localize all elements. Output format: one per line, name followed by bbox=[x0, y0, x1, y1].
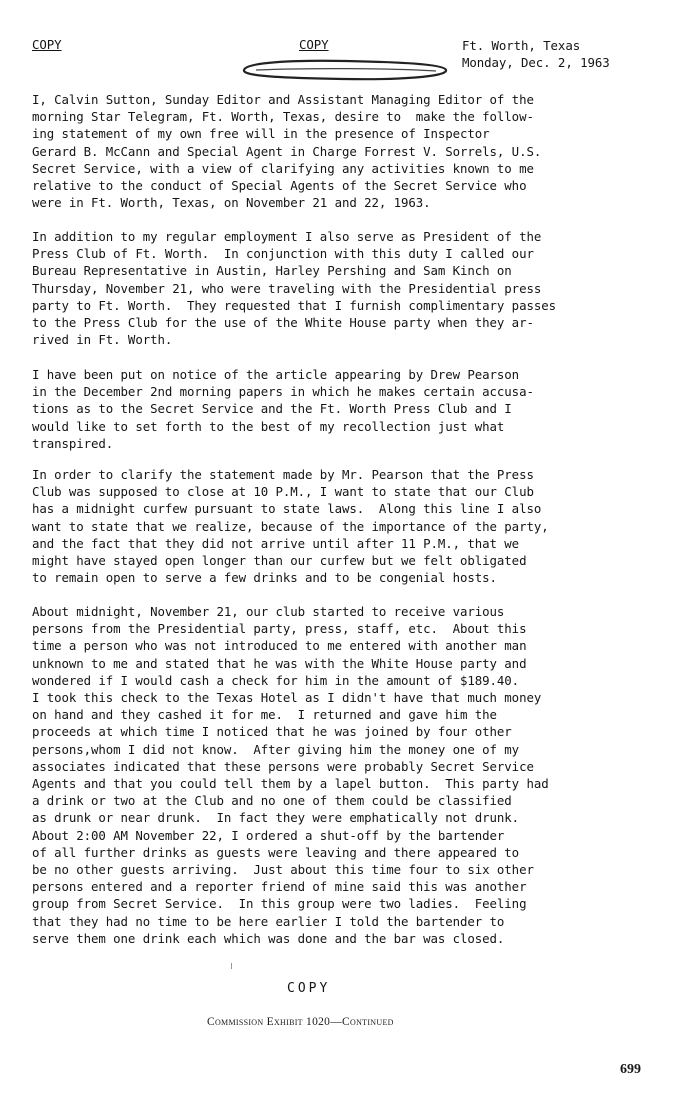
stray-mark bbox=[231, 963, 232, 969]
text-line: transpired. bbox=[32, 435, 114, 451]
text-line: rived in Ft. Worth. bbox=[32, 332, 173, 348]
text-line: on hand and they cashed it for me. I returned and gave him the bbox=[32, 707, 497, 723]
text-line: that they had no time to be here earlier I told the bartender to bbox=[32, 913, 505, 929]
paragraph-3 bbox=[32, 366, 672, 452]
paragraph-1 bbox=[32, 91, 672, 211]
letter-dateline bbox=[462, 37, 610, 71]
text-line: I, Calvin Sutton, Sunday Editor and Assistant Managing Editor of the bbox=[32, 92, 534, 107]
text-line: Club was supposed to close at 10 P.M., I want to state that our Club bbox=[32, 484, 534, 500]
text-line: Agents and that you could tell them by a lapel button. This party had bbox=[32, 776, 549, 792]
text-line: Thursday, November 21, who were traveling with the Presidential press bbox=[32, 280, 542, 296]
dateline-date: Monday, Dec. 2, 1963 bbox=[462, 55, 610, 70]
text-line: proceeds at which time I noticed that he was joined by four other bbox=[32, 724, 512, 740]
paragraph-5 bbox=[32, 603, 672, 947]
text-line: party to Ft. Worth. They requested that I furnish complimentary passes bbox=[32, 297, 556, 313]
text-line: Gerard B. McCann and Special Agent in Charge Forrest V. Sorrels, U.S. bbox=[32, 143, 542, 159]
page-number: 699 bbox=[620, 1062, 641, 1077]
text-line: Press Club of Ft. Worth. In conjunction with this duty I called our bbox=[32, 246, 534, 262]
text-line: to the Press Club for the use of the White House party when they ar- bbox=[32, 315, 534, 331]
text-line: unknown to me and stated that he was with the White House party and bbox=[32, 655, 527, 671]
text-line: Bureau Representative in Austin, Harley Pershing and Sam Kinch on bbox=[32, 263, 512, 279]
text-line: want to state that we realize, because of the importance of the party, bbox=[32, 518, 549, 534]
exhibit-caption: Commission Exhibit 1020—Continued bbox=[207, 1016, 394, 1028]
dateline-place: Ft. Worth, Texas bbox=[462, 38, 581, 53]
text-line: would like to set forth to the best of my recollection just what bbox=[32, 418, 505, 434]
text-line: I took this check to the Texas Hotel as I didn't have that much money bbox=[32, 690, 542, 706]
text-line: might have stayed open longer than our curfew but we felt obligated bbox=[32, 553, 527, 569]
text-line: persons,whom I did not know. After giving him the money one of my bbox=[32, 741, 520, 757]
text-line: be no other guests arriving. Just about this time four to six other bbox=[32, 862, 534, 878]
text-line: group from Secret Service. In this group were two ladies. Feeling bbox=[32, 896, 527, 912]
text-line: of all further drinks as guests were leaving and there appeared to bbox=[32, 844, 520, 860]
copy-stamp-left: COPY bbox=[32, 37, 62, 52]
text-line: serve them one drink each which was done and the bar was closed. bbox=[32, 930, 505, 946]
copy-stamp-center: COPY bbox=[299, 37, 329, 52]
text-line: time a person who was not introduced to me entered with another man bbox=[32, 638, 527, 654]
copy-stamp-footer: COPY bbox=[287, 981, 331, 996]
text-line: to remain open to serve a few drinks and to be congenial hosts. bbox=[32, 570, 497, 586]
text-line: as drunk or near drunk. In fact they were emphatically not drunk. bbox=[32, 810, 520, 826]
handwritten-oval-mark bbox=[236, 58, 452, 82]
text-line: I have been put on notice of the article appearing by Drew Pearson bbox=[32, 367, 520, 382]
text-line: associates indicated that these persons were probably Secret Service bbox=[32, 758, 534, 774]
text-line: In addition to my regular employment I also serve as President of the bbox=[32, 229, 542, 244]
text-line: and the fact that they did not arrive until after 11 P.M., that we bbox=[32, 535, 520, 551]
text-line: About midnight, November 21, our club started to receive various bbox=[32, 604, 505, 619]
text-line: in the December 2nd morning papers in which he makes certain accusa- bbox=[32, 384, 534, 400]
text-line: a drink or two at the Club and no one of them could be classified bbox=[32, 793, 512, 809]
text-line: ing statement of my own free will in the presence of Inspector bbox=[32, 126, 490, 142]
text-line: persons from the Presidential party, press, staff, etc. About this bbox=[32, 621, 527, 637]
text-line: were in Ft. Worth, Texas, on November 21 and 22, 1963. bbox=[32, 195, 431, 211]
paragraph-2 bbox=[32, 228, 672, 348]
text-line: In order to clarify the statement made by Mr. Pearson that the Press bbox=[32, 467, 534, 482]
text-line: has a midnight curfew pursuant to state laws. Along this line I also bbox=[32, 501, 542, 517]
text-line: tions as to the Secret Service and the Ft. Worth Press Club and I bbox=[32, 401, 512, 417]
text-line: persons entered and a reporter friend of mine said this was another bbox=[32, 879, 527, 895]
text-line: wondered if I would cash a check for him in the amount of $189.40. bbox=[32, 672, 520, 688]
paragraph-4 bbox=[32, 466, 672, 586]
text-line: Secret Service, with a view of clarifying any activities known to me bbox=[32, 160, 534, 176]
text-line: morning Star Telegram, Ft. Worth, Texas, desire to make the follow- bbox=[32, 109, 534, 125]
text-line: relative to the conduct of Special Agents of the Secret Service who bbox=[32, 178, 527, 194]
text-line: About 2:00 AM November 22, I ordered a shut-off by the bartender bbox=[32, 827, 505, 843]
